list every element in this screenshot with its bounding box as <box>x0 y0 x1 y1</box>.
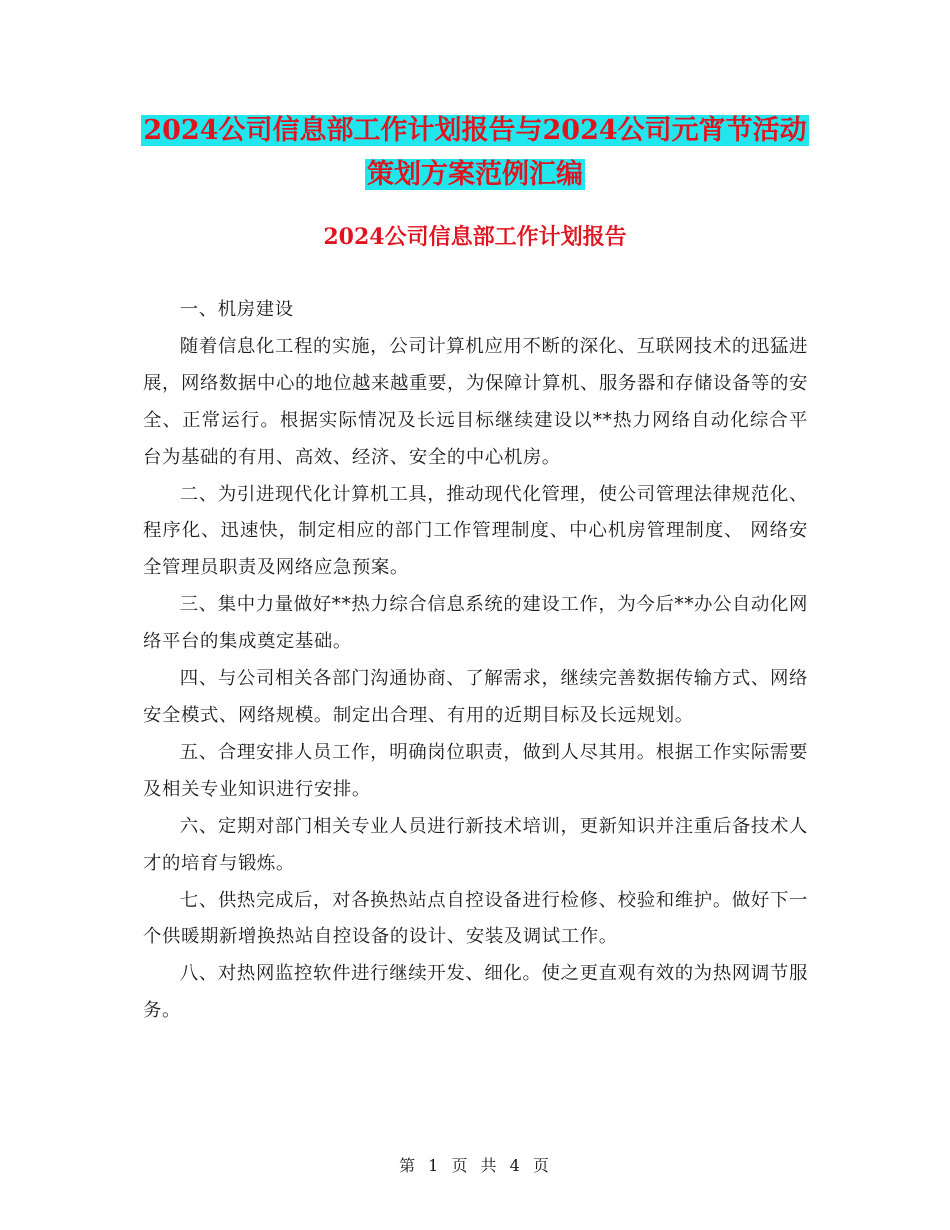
page-footer: 第 1 页 共 4 页 <box>399 1156 551 1175</box>
section-title: 2024公司信息部工作计划报告 <box>323 224 627 250</box>
document-body <box>143 292 808 1030</box>
paragraph: 三、集中力量做好**热力综合信息系统的建设工作，为今后**办公自动化网络平台的集成奠定基础。 <box>143 594 808 653</box>
document-title-line-1 <box>0 112 950 150</box>
paragraph: 七、供热完成后，对各换热站点自控设备进行检修、校验和维护。做好下一个供暖期新增换热站自控设备的设计、安装及调试工作。 <box>143 889 808 948</box>
document-title-text-2: 策划方案范例汇编 <box>367 159 583 190</box>
paragraph: 随着信息化工程的实施，公司计算机应用不断的深化、互联网技术的迅猛进展，网络数据中心的地位越来越重要，为保障计算机、服务器和存储设备等的安全、正常运行。根据实际情况及长远目标继续建设以**热力网络自动化综合平台为基础的有用、高效、经济、安全的中心机房。 <box>143 335 808 468</box>
paragraph: 六、定期对部门相关专业人员进行新技术培训，更新知识并注重后备技术人才的培育与锻炼。 <box>143 815 808 874</box>
paragraph: 八、对热网监控软件进行继续开发、细化。使之更直观有效的为热网调节服务。 <box>143 963 808 1022</box>
paragraph: 二、为引进现代化计算机工具，推动现代化管理，使公司管理法律规范化、程序化、迅速快，制定相应的部门工作管理制度、中心机房管理制度、 网络安全管理员职责及网络应急预案。 <box>143 483 808 579</box>
paragraph: 四、与公司相关各部门沟通协商、了解需求，继续完善数据传输方式、网络安全模式、网络规模。制定出合理、有用的近期目标及长远规划。 <box>143 668 808 726</box>
paragraph: 五、合理安排人员工作，明确岗位职责，做到人尽其用。根据工作实际需要及相关专业知识进行安排。 <box>143 741 808 800</box>
paragraph-heading-1: 一、机房建设 <box>179 299 294 320</box>
document-title-line-2 <box>0 156 950 194</box>
document-title-text-1: 2024公司信息部工作计划报告与2024公司元宵节活动 <box>143 115 807 146</box>
